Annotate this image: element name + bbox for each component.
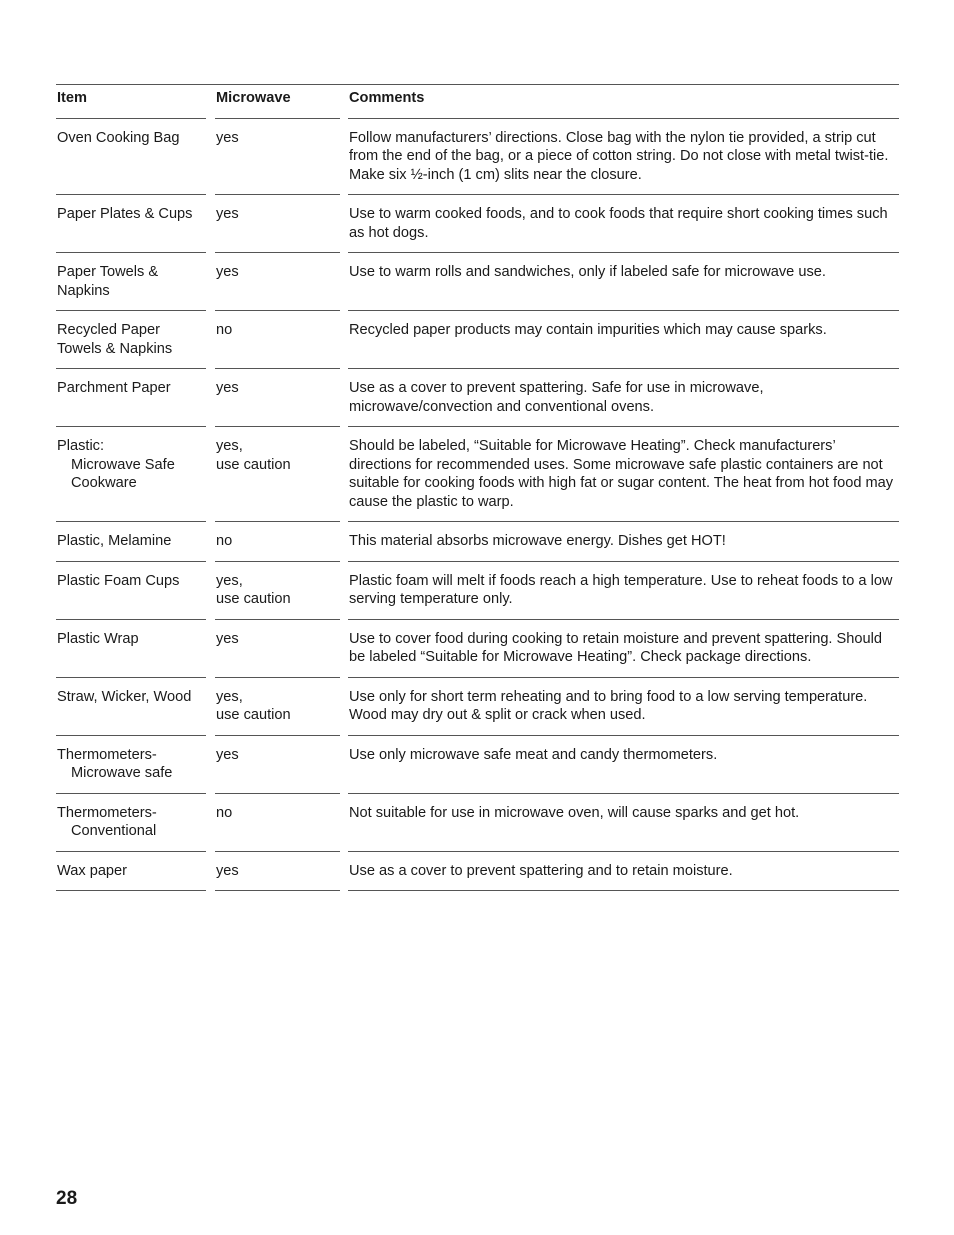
item-cell bbox=[56, 620, 206, 678]
item-line: Towels & Napkins bbox=[57, 340, 173, 357]
item-line: Oven Cooking Bag bbox=[57, 129, 180, 146]
microwave-line: yes bbox=[216, 380, 239, 396]
item-line: Microwave safe bbox=[71, 765, 173, 781]
item-line: Plastic, Melamine bbox=[57, 533, 172, 549]
item-cell bbox=[56, 253, 206, 311]
comments-cell: Recycled paper products may contain impurities which may cause sparks. bbox=[348, 311, 899, 369]
microwave-cell bbox=[215, 119, 340, 196]
item-cell bbox=[56, 119, 206, 196]
item-cell bbox=[56, 562, 206, 620]
microwave-cell bbox=[215, 369, 340, 427]
header-microwave: Microwave bbox=[215, 85, 340, 119]
item-line: Wax paper bbox=[57, 862, 128, 879]
table-row bbox=[56, 119, 899, 196]
item-line: Thermometers- bbox=[57, 746, 157, 763]
microwave-cell bbox=[215, 794, 340, 852]
microwave-cell bbox=[215, 562, 340, 620]
item-line: Thermometers- bbox=[57, 804, 157, 821]
microwave-cell bbox=[215, 427, 340, 522]
microwave-line: no bbox=[216, 322, 233, 338]
item-line: Napkins bbox=[57, 282, 110, 299]
header-item: Item bbox=[56, 85, 206, 119]
table-row bbox=[56, 736, 899, 794]
microwave-line: no bbox=[216, 533, 233, 549]
item-cell bbox=[56, 195, 206, 253]
comments-cell: Use only for short term reheating and to bring food to a low serving temperature. Wood may dry out & split or crack when used. bbox=[348, 678, 899, 736]
microwave-line: yes bbox=[216, 129, 239, 146]
microwave-line: yes bbox=[216, 862, 239, 879]
microwave-line: yes bbox=[216, 630, 239, 647]
comments-cell: Use only microwave safe meat and candy thermometers. bbox=[348, 736, 899, 794]
item-line: Conventional bbox=[71, 823, 157, 839]
item-cell bbox=[56, 522, 206, 562]
item-line: Paper Towels & bbox=[57, 264, 159, 280]
microwave-cell bbox=[215, 620, 340, 678]
microwave-cell bbox=[215, 852, 340, 892]
comments-cell: Not suitable for use in microwave oven, will cause sparks and get hot. bbox=[348, 794, 899, 852]
table-row bbox=[56, 195, 899, 253]
comments-cell: Use as a cover to prevent spattering. Safe for use in microwave, microwave/convection and conventional ovens. bbox=[348, 369, 899, 427]
microwave-cell bbox=[215, 736, 340, 794]
table-row bbox=[56, 794, 899, 852]
page-number: 28 bbox=[56, 1188, 78, 1209]
table-row bbox=[56, 369, 899, 427]
item-line: Parchment Paper bbox=[57, 380, 171, 396]
comments-cell: Plastic foam will melt if foods reach a high temperature. Use to reheat foods to a low serving temperature only. bbox=[348, 562, 899, 620]
microwave-line: use caution bbox=[216, 707, 291, 723]
item-cell bbox=[56, 311, 206, 369]
microwave-line: use caution bbox=[216, 591, 291, 607]
item-line: Microwave Safe bbox=[71, 456, 175, 473]
item-cell bbox=[56, 369, 206, 427]
comments-cell: Use to cover food during cooking to retain moisture and prevent spattering. Should be labeled “Suitable for Microwave Heating”. Check package directions. bbox=[348, 620, 899, 678]
comments-cell: Use as a cover to prevent spattering and to retain moisture. bbox=[348, 852, 899, 892]
item-line: Straw, Wicker, Wood bbox=[57, 688, 192, 705]
comments-cell: Follow manufacturers’ directions. Close bag with the nylon tie provided, a strip cut from the end of the bag, or a piece of cotton string. Do not close with metal twist-tie. Make six ½-inch (1 cm) slits near the closure. bbox=[348, 119, 899, 196]
microwave-cell bbox=[215, 195, 340, 253]
microwave-cell bbox=[215, 678, 340, 736]
microwave-cell bbox=[215, 311, 340, 369]
microwave-line: yes, bbox=[216, 438, 243, 454]
item-line: Recycled Paper bbox=[57, 322, 161, 338]
table-row bbox=[56, 678, 899, 736]
microwave-line: use caution bbox=[216, 456, 291, 473]
microwave-utensils-table bbox=[56, 84, 899, 891]
microwave-cell bbox=[215, 253, 340, 311]
microwave-line: yes bbox=[216, 206, 239, 222]
comments-cell: This material absorbs microwave energy. Dishes get HOT! bbox=[348, 522, 899, 562]
table-header-row bbox=[56, 85, 899, 119]
item-cell bbox=[56, 794, 206, 852]
item-line: Paper Plates & Cups bbox=[57, 206, 193, 222]
comments-cell: Use to warm cooked foods, and to cook foods that require short cooking times such as hot dogs. bbox=[348, 195, 899, 253]
microwave-line: yes, bbox=[216, 688, 243, 705]
microwave-line: yes bbox=[216, 264, 239, 280]
comments-cell: Use to warm rolls and sandwiches, only if labeled safe for microwave use. bbox=[348, 253, 899, 311]
table-row bbox=[56, 852, 899, 892]
item-cell bbox=[56, 427, 206, 522]
item-cell bbox=[56, 852, 206, 892]
microwave-cell bbox=[215, 522, 340, 562]
table-body bbox=[56, 119, 899, 892]
table-row bbox=[56, 427, 899, 522]
table-row bbox=[56, 620, 899, 678]
microwave-line: no bbox=[216, 804, 233, 821]
item-line: Cookware bbox=[71, 475, 137, 491]
table-row bbox=[56, 253, 899, 311]
item-line: Plastic Foam Cups bbox=[57, 572, 180, 589]
comments-cell: Should be labeled, “Suitable for Microwave Heating”. Check manufacturers’ directions for recommended uses. Some microwave safe plastic containers are not suitable for cooking foods with high fat or sugar content. The heat from hot food may cause the plastic to warp. bbox=[348, 427, 899, 522]
table-row bbox=[56, 311, 899, 369]
item-cell bbox=[56, 736, 206, 794]
table-row bbox=[56, 522, 899, 562]
microwave-line: yes bbox=[216, 746, 239, 763]
item-line: Plastic Wrap bbox=[57, 630, 139, 647]
header-comments: Comments bbox=[348, 85, 899, 119]
item-line: Plastic: bbox=[57, 438, 105, 454]
item-cell bbox=[56, 678, 206, 736]
microwave-line: yes, bbox=[216, 572, 243, 589]
table-row bbox=[56, 562, 899, 620]
